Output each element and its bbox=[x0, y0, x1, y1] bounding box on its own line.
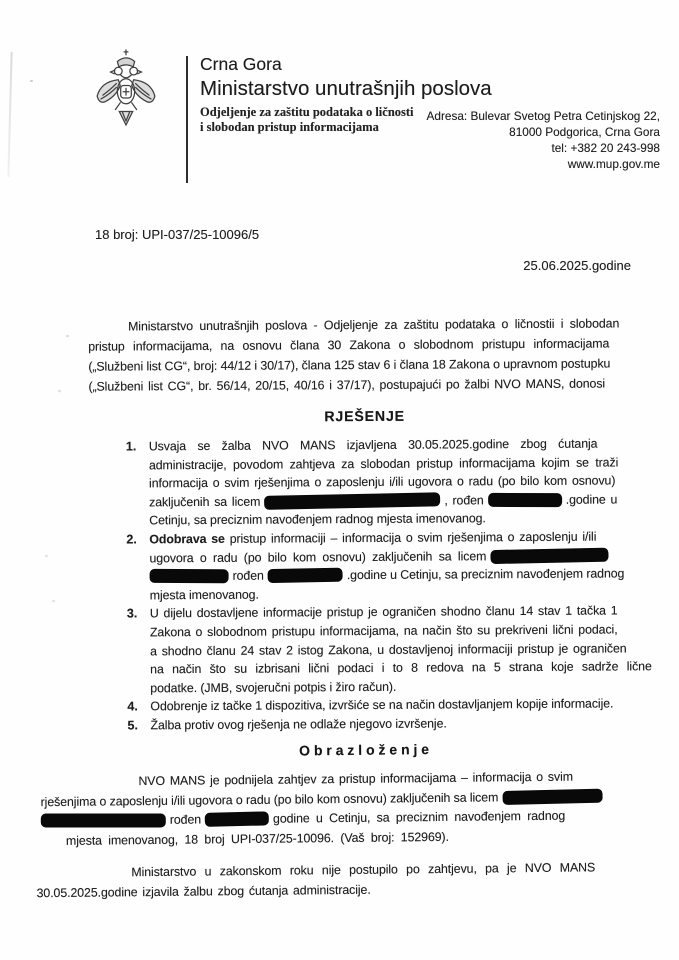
text-line: Cetinju, sa preciznim navođenjem radnog mjesta imenovanog. bbox=[149, 511, 486, 528]
list-item bbox=[90, 602, 652, 698]
text-line: administracije, povodom zahtjeva za slobodan pristup informacijama kojim se traži bbox=[148, 455, 619, 472]
address-line: 81000 Podgorica, Crna Gora bbox=[509, 125, 660, 139]
redaction-box bbox=[490, 547, 608, 563]
text-line: Usvaja se žalba NVO MANS izjavljena 30.05.2025.godine zbog ćutanja bbox=[148, 436, 598, 454]
item-lines bbox=[149, 602, 652, 698]
decision-title: RJEŠENJE bbox=[324, 408, 405, 426]
text-segment: godine u Cetinju, sa preciznim navođenjem radnog bbox=[272, 808, 566, 826]
redaction-box bbox=[502, 788, 602, 804]
text-segment: rođen bbox=[169, 812, 202, 827]
text-segment: zaključenih sa licem bbox=[149, 494, 261, 510]
text-line: podatke. (JMB, svojeručni potpis i žiro račun). bbox=[150, 679, 397, 696]
document-date: 25.06.2025.godine bbox=[523, 258, 631, 273]
obrazlozenje-paragraph bbox=[40, 767, 645, 851]
text-line bbox=[150, 564, 642, 586]
text-line: informacija o svim rješenjima o zaposlenju i/ili ugovora o radu (po bilo kom osnovu) bbox=[148, 473, 616, 491]
text-segment: .godine u bbox=[565, 492, 618, 507]
text-segment: pristup informaciji – informacija o svim rješenjima o zaposlenju i/ili bbox=[224, 529, 597, 546]
text-line: Ministarstvo unutrašnjih poslova - Odjeljenje za zaštitu podataka o ličnostii i slobodan bbox=[128, 316, 620, 334]
text-line: Odobrenje iz tačke 1 dispozitiva, izvršiće se na način dostavljanjem kopije informacije. bbox=[150, 696, 614, 714]
redaction-box bbox=[264, 492, 440, 510]
text-segment: , rođen bbox=[444, 493, 484, 508]
department-line: Odjeljenje za zaštitu podataka o ličnosti bbox=[200, 104, 414, 119]
redaction-box bbox=[205, 811, 269, 827]
text-line: na način što su izbrisani lični podaci i to 8 redova na 5 strana koje sadrže lične bbox=[150, 659, 652, 677]
obrazlozenje-title: O b r a z l o ž e n j e bbox=[299, 741, 430, 759]
item-number: 5. bbox=[127, 718, 139, 733]
redaction-box bbox=[150, 569, 229, 583]
text-line: („Službeni list CG“, broj: 44/12 i 30/17), člana 125 stav 6 i člana 18 Zakona o upravnom postupku bbox=[88, 356, 611, 374]
text-segment: .godine u Cetinju, sa preciznim navođenjem radnog bbox=[346, 566, 625, 583]
obrazlozenje-paragraph bbox=[36, 858, 645, 903]
text-line: mjesta imenovanog. bbox=[149, 587, 259, 603]
department-line: i slobodan pristup informacijama bbox=[200, 119, 379, 134]
item-number: 3. bbox=[126, 606, 138, 621]
address-line: tel: +382 20 243-998 bbox=[551, 141, 660, 155]
ministry-name: Ministarstvo unutrašnjih poslova bbox=[200, 77, 492, 101]
text-line: a shodno članu 24 stav 2 istog Zakona, u dostavljenoj informaciji pristup je ograničen bbox=[150, 640, 627, 658]
address-block bbox=[427, 108, 660, 172]
country-name: Crna Gora bbox=[200, 54, 282, 74]
reference-number: 18 broj: UPI-037/25-10096/5 bbox=[95, 227, 260, 242]
list-item bbox=[89, 527, 641, 605]
redaction-box bbox=[488, 493, 562, 507]
text-line: Zakona o slobodnom pristupu informacijama, na način što su prekriveni lični podaci, bbox=[149, 622, 618, 640]
text-line: 30.05.2025.godine izjavila žalbu zbog ćutanja administracije. bbox=[36, 882, 371, 900]
item-number: 1. bbox=[125, 439, 137, 454]
text-segment: Odobrava se bbox=[149, 531, 225, 547]
text-line: Žalba protiv ovog rješenja ne odlaže njegovo izvršenje. bbox=[150, 716, 447, 733]
text-line: („Službeni list CG“, br. 56/14, 20/15, 40/16 i 37/17), postupajući po žalbi NVO MANS, donosi bbox=[88, 376, 606, 394]
scan-streak-artifact bbox=[7, 52, 12, 177]
document-body bbox=[88, 313, 652, 735]
text-segment: rođen bbox=[232, 568, 264, 583]
scan-speckle bbox=[30, 80, 33, 82]
item-number: 2. bbox=[126, 532, 137, 547]
text-segment: rješenjima o zaposlenju i/ili ugovora o radu (po bilo kom osnovu) zaključenih sa licem bbox=[40, 789, 499, 809]
decision-list bbox=[89, 434, 652, 735]
redaction-box bbox=[41, 814, 166, 828]
text-segment: ugovora o radu (po bilo kom osnovu) zaključenih sa licem bbox=[149, 548, 487, 565]
text-line: U dijelu dostavljene informacije pristup je ograničen shodno članu 14 stav 1 tačka 1 bbox=[149, 603, 618, 621]
header-divider bbox=[186, 56, 188, 183]
coat-of-arms-icon bbox=[90, 48, 162, 148]
item-number: 4. bbox=[127, 699, 138, 714]
text-line: Ministarstvo u zakonskom roku nije postupilo po zahtjevu, pa je NVO MANS bbox=[131, 860, 596, 880]
text-line: mjesta imenovanog, 18 broj UPI-037/25-10096. (Vaš broj: 152969). bbox=[65, 829, 449, 848]
list-item bbox=[89, 434, 642, 530]
intro-paragraph bbox=[88, 313, 640, 396]
website-url: www.mup.gov.me bbox=[567, 157, 660, 171]
address-line: Adresa: Bulevar Svetog Petra Cetinjskog 22, bbox=[426, 109, 660, 123]
text-line: NVO MANS je podnijela zahtjev za pristup informacijama – informacija o svim bbox=[138, 769, 574, 789]
item-lines bbox=[150, 713, 642, 735]
list-item bbox=[90, 713, 642, 735]
item-lines bbox=[149, 527, 641, 604]
text-line bbox=[149, 527, 641, 549]
item-lines bbox=[149, 434, 642, 530]
obrazlozenje-section bbox=[36, 739, 646, 903]
redaction-box bbox=[268, 568, 343, 584]
text-line bbox=[149, 490, 641, 512]
text-line: pristup informacijama, na osnovu člana 30 Zakona o slobodnom pristupu informacijama bbox=[88, 336, 610, 354]
